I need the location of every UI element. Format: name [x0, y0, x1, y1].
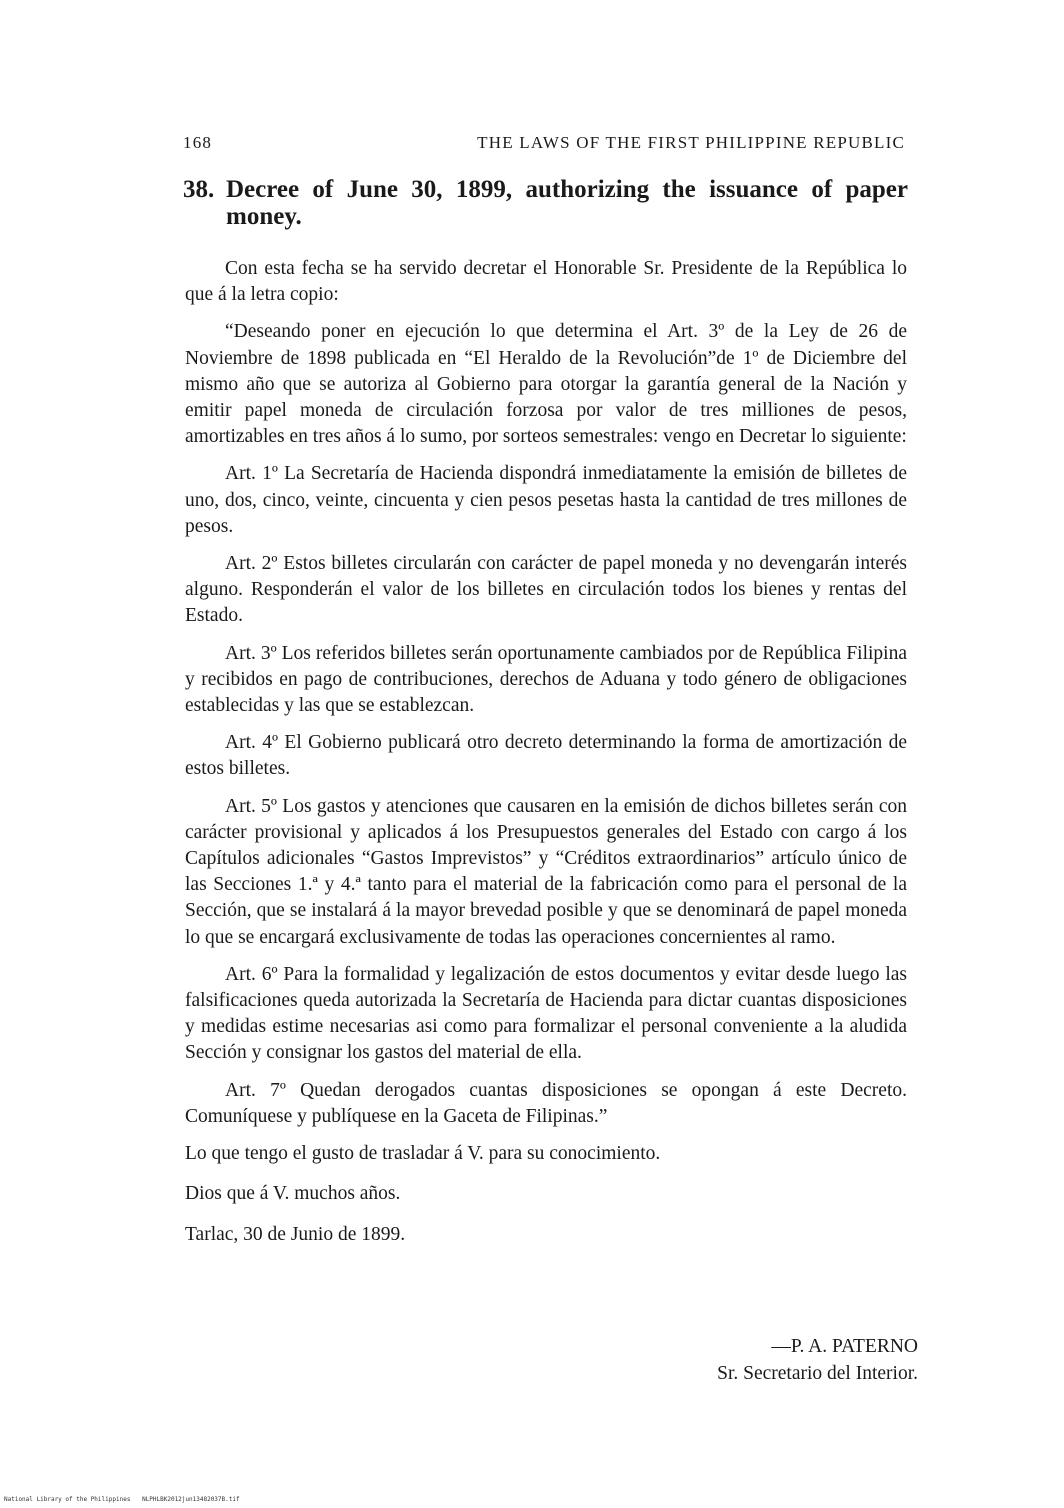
book-title: THE LAWS OF THE FIRST PHILIPPINE REPUBLIC — [477, 133, 905, 152]
closing-salutation: Dios que á V. muchos años. — [185, 1183, 401, 1205]
paragraph-article-4: Art. 4º El Gobierno publicará otro decreto determinando la forma de amortización de estos billetes. — [185, 732, 907, 780]
decree-title: Decree of June 30, 1899, authorizing the issuance of paper money. — [226, 176, 908, 230]
place-date: Tarlac, 30 de Junio de 1899. — [185, 1223, 406, 1245]
scan-footer — [4, 1496, 240, 1503]
paragraph-intro: Con esta fecha se ha servido decretar el Honorable Sr. Presidente de la República lo que á la letra copio: — [185, 258, 907, 306]
paragraph-article-3: Art. 3º Los referidos billetes serán oportunamente cambiados por de República Filipina y recibidos en pago de contribuciones, derechos de Aduana y todo género de obligaciones establecidas y las que se establezcan. — [185, 642, 907, 717]
paragraph-article-7: Art. 7º Quedan derogados cuantas disposiciones se opongan á este Decreto. Comuníquese y publíquese en la Gaceta de Filipinas.” — [185, 1079, 907, 1127]
paragraph-article-5: Art. 5º Los gastos y atenciones que causaren en la emisión de dichos billetes serán con carácter provisional y aplicados á los Presupuestos generales del Estado con cargo á los Capítulos adicionales “Gastos Imprevistos” y “Créditos extraordinarios” artículo único de las Secciones 1.ª y 4.ª tanto para el material de la fabricación como para el personal de la Sección, que se instalará á la mayor brevedad posible y que se denominará de papel moneda lo que se encargará exclusivamente de todas las operaciones concernientes al ramo. — [185, 795, 907, 948]
signatory-title: Sr. Secretario del Interior. — [717, 1363, 918, 1384]
paragraph-article-1: Art. 1º La Secretaría de Hacienda dispondrá inmediatamente la emisión de billetes de uno, dos, cinco, veinte, cincuenta y cien pesos pesetas hasta la cantidad de tres millones de pesos. — [185, 463, 907, 537]
page-number: 168 — [183, 133, 213, 152]
signatory-name: —P. A. PATERNO — [771, 1336, 918, 1357]
library-credit: National Library of the Philippines — [4, 1496, 131, 1503]
decree-number: 38. — [183, 176, 215, 203]
running-header — [183, 133, 905, 155]
paragraph-preamble: “Deseando poner en ejecución lo que determina el Art. 3º de la Ley de 26 de Noviembre de 1898 publicada en “El Heraldo de la Revolución”de 1º de Diciembre del mismo año que se autoriza al Gobierno para otorgar la garantía general de la Nación y emitir papel moneda de circulación forzosa por valor de tres milliones de pesos, amortizables en tres años á lo sumo, por sorteos semestrales: vengo en Decretar lo siguiente: — [185, 321, 907, 448]
decree-heading — [183, 176, 908, 230]
paragraph-article-6: Art. 6º Para la formalidad y legalización de estos documentos y evitar desde luego las falsificaciones queda autorizada la Secretaría de Hacienda para dictar cuantas disposiciones y medidas estime necesarias asi como para formalizar el personal conveniente a la aludida Sección y consignar los gastos del material de ella. — [185, 963, 907, 1064]
closing-transmittal: Lo que tengo el gusto de trasladar á V. para su conocimiento. — [185, 1143, 661, 1165]
scan-file-id: NLPHLBK2012jun13482037B.tif — [142, 1496, 240, 1503]
paragraph-article-2: Art. 2º Estos billetes circularán con carácter de papel moneda y no devengarán interés alguno. Responderán el valor de los billetes en circulación todos los bienes y rentas del Estado. — [185, 553, 907, 627]
decree-body — [185, 256, 907, 1262]
signature-block — [717, 1333, 918, 1387]
